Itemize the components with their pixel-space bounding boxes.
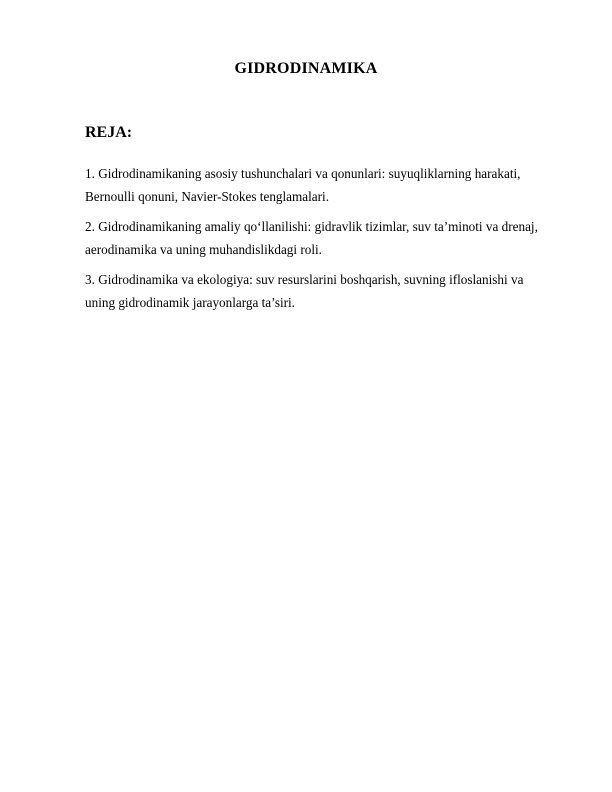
plan-item-3-line-1: 3. Gidrodinamika va ekologiya: suv resurslarini boshqarish, suvning ifloslanishi va <box>85 272 524 287</box>
plan-item-2 <box>85 215 575 261</box>
plan-item-1-line-1: 1. Gidrodinamikaning asosiy tushunchalari va qonunlari: suyuqliklarning harakati, <box>85 166 521 181</box>
document-title: GIDRODINAMIKA <box>234 60 378 77</box>
plan-item-1-line-2: Bernoulli qonuni, Navier-Stokes tenglamalari. <box>85 189 330 204</box>
plan-heading: REJA: <box>85 124 133 141</box>
plan-item-2-line-1: 2. Gidrodinamikaning amaliy qo‘llanilishi: gidravlik tizimlar, suv ta’minoti va drenaj, <box>85 219 538 234</box>
plan-list <box>85 162 575 321</box>
plan-item-3 <box>85 268 575 314</box>
plan-item-3-line-2: uning gidrodinamik jarayonlarga ta’siri. <box>85 295 295 310</box>
plan-item-2-line-2: aerodinamika va uning muhandislikdagi roli. <box>85 242 322 257</box>
plan-item-1 <box>85 162 575 208</box>
